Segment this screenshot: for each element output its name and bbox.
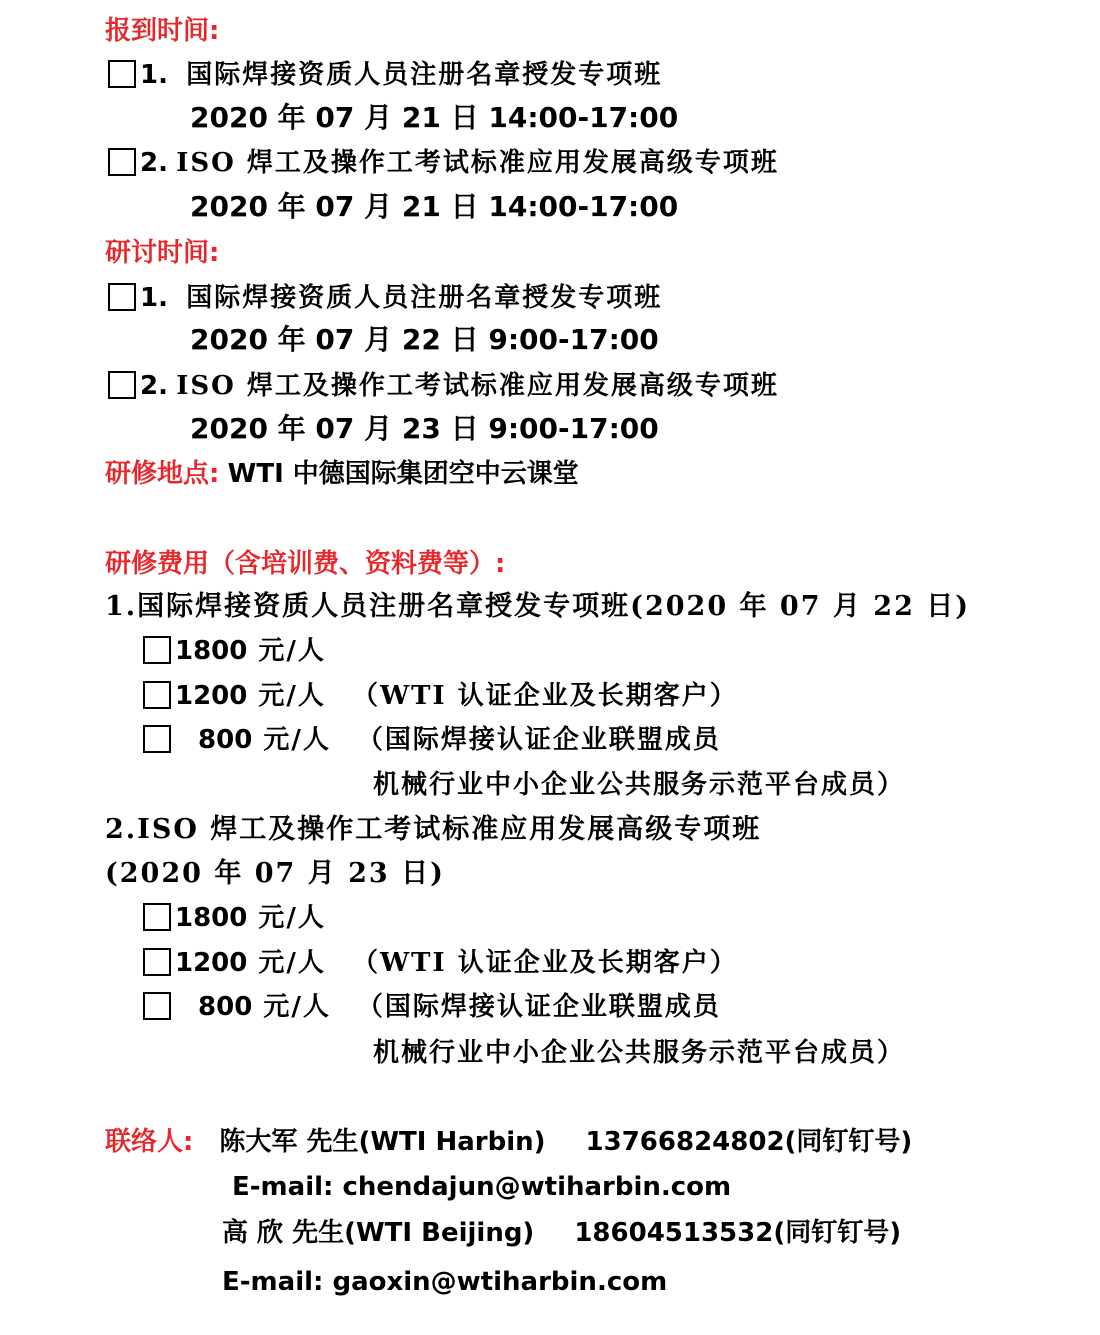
fee-note: （国际焊接认证企业联盟成员 <box>356 725 721 755</box>
registration-heading: 报到时间: <box>105 16 220 46</box>
fee-course-2-title: 2.ISO 焊工及操作工考试标准应用发展高级专项班 <box>105 814 762 845</box>
registration-date-2: 2020 年 07 月 21 日 14:00-17:00 <box>190 190 679 223</box>
seminar-heading: 研讨时间: <box>105 238 220 268</box>
fee-option: 1200 元/人 （WTI 认证企业及长期客户） <box>143 946 738 980</box>
contact-line-2 <box>222 1216 901 1250</box>
contact-phone: 13766824802(同钉钉号) <box>585 1127 913 1157</box>
checkbox[interactable] <box>143 681 171 709</box>
registration-item-1: 1. 国际焊接资质人员注册名章授发专项班 <box>108 58 662 92</box>
seminar-date-2: 2020 年 07 月 23 日 9:00-17:00 <box>190 412 659 445</box>
checkbox[interactable] <box>143 636 171 664</box>
course-title: ISO 焊工及操作工考试标准应用发展高级专项班 <box>176 148 779 178</box>
fee-note: （国际焊接认证企业联盟成员 <box>356 992 721 1022</box>
fee-note-continued: 机械行业中小企业公共服务示范平台成员） <box>373 770 906 800</box>
checkbox[interactable] <box>143 725 171 753</box>
fee-note: （WTI 认证企业及长期客户） <box>351 948 738 978</box>
contact-name: 高 欣 先生(WTI Beijing) <box>222 1218 535 1248</box>
course-title: ISO 焊工及操作工考试标准应用发展高级专项班 <box>176 371 779 401</box>
contact-phone: 18604513532(同钉钉号) <box>574 1218 902 1248</box>
fee-note-continued: 机械行业中小企业公共服务示范平台成员） <box>373 1038 906 1068</box>
contact-line-1 <box>105 1125 912 1159</box>
fee-option: 1800 元/人 <box>143 634 326 668</box>
contact-name: 陈大军 先生(WTI Harbin) <box>219 1127 546 1157</box>
fee-option: 800 元/人 （国际焊接认证企业联盟成员 <box>143 990 721 1024</box>
contacts-label: 联络人: <box>105 1127 194 1157</box>
contact-email[interactable]: E-mail: gaoxin@wtiharbin.com <box>222 1267 668 1297</box>
fee-option: 1200 元/人 （WTI 认证企业及长期客户） <box>143 679 738 713</box>
checkbox[interactable] <box>108 148 136 176</box>
checkbox[interactable] <box>143 903 171 931</box>
seminar-item-1: 1. 国际焊接资质人员注册名章授发专项班 <box>108 281 662 315</box>
contact-email[interactable]: E-mail: chendajun@wtiharbin.com <box>232 1172 732 1202</box>
course-title: 国际焊接资质人员注册名章授发专项班 <box>186 283 663 313</box>
fees-heading: 研修费用（含培训费、资料费等）: <box>105 549 506 579</box>
course-title: 国际焊接资质人员注册名章授发专项班 <box>186 60 663 90</box>
checkbox[interactable] <box>143 992 171 1020</box>
fee-course-1-title: 1.国际焊接资质人员注册名章授发专项班(2020 年 07 月 22 日) <box>105 591 971 622</box>
seminar-date-1: 2020 年 07 月 22 日 9:00-17:00 <box>190 323 659 356</box>
registration-date-1: 2020 年 07 月 21 日 14:00-17:00 <box>190 101 679 134</box>
fee-option: 800 元/人 （国际焊接认证企业联盟成员 <box>143 723 721 757</box>
checkbox[interactable] <box>108 60 136 88</box>
seminar-item-2: 2. ISO 焊工及操作工考试标准应用发展高级专项班 <box>108 369 779 403</box>
location-line <box>105 457 579 491</box>
checkbox[interactable] <box>108 371 136 399</box>
fee-option: 1800 元/人 <box>143 901 326 935</box>
checkbox[interactable] <box>143 948 171 976</box>
location-value: WTI 中德国际集团空中云课堂 <box>227 459 579 489</box>
fee-course-2-date: (2020 年 07 月 23 日) <box>105 858 445 889</box>
checkbox[interactable] <box>108 283 136 311</box>
registration-item-2: 2. ISO 焊工及操作工考试标准应用发展高级专项班 <box>108 146 779 180</box>
location-label: 研修地点: <box>105 459 220 489</box>
fee-note: （WTI 认证企业及长期客户） <box>351 681 738 711</box>
